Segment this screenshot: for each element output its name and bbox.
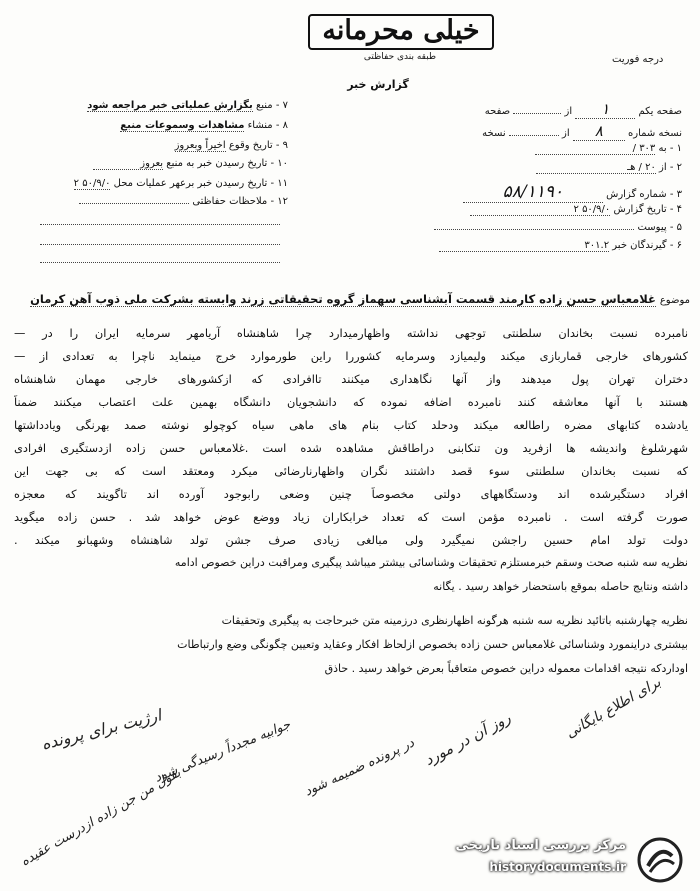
field-report-number: ۳ - شماره گزارش ۵۸/۱۱۹۰ (463, 182, 682, 203)
handwritten-note: جوابیه مجدداً رسیدگی شود (152, 717, 293, 786)
field-origin: ۸ - منشاء مشاهدات وسموعات منبع (120, 120, 288, 131)
opinion-line: بیشتری دراینمورد وشناسائی غلامعباس حسن زاده بخصوص ازلحاظ افکار وعقاید وتعیین چگونگی وضع وارتباطات (177, 638, 688, 651)
field-page: صفحه یکم ۱ از صفحه (484, 100, 682, 118)
field-recipients: ۶ - گیرندگان خبر ۳۰۱.۲ (439, 240, 682, 252)
subject-text: غلامعباس حسن زاده کارمند قسمت آبشناسی سهماز گروه تحقیقاتی زرند وابسته بشرکت ملی ذوب آهن کرمان (30, 292, 656, 306)
watermark-title: مرکز بررسی اسناد تاریخی (455, 838, 626, 853)
watermark-url: historydocuments.ir (489, 860, 626, 874)
handwritten-note: روز آن در مورد (421, 708, 514, 770)
blank-line (40, 244, 280, 245)
body-line: که نسبت بخاندان سلطنتی سوء قصد داشتند نگران واظهارنارضائی میکرد ومعتقد است که بی جهت این (14, 464, 688, 478)
opinion-line: نظریه سه شنبه صحت وسقم خبرمستلزم تحقیقات وشناسائی بیشتر میباشد پیگیری ومراقبت دراین خصوص ادامه (174, 556, 688, 569)
archive-logo-icon (636, 836, 684, 884)
report-title: گزارش خبر (347, 78, 409, 91)
body-line: شهرشلوغ واندیشه ها ازفرید ون تنکابنی دراطاقش مشاهده شده است .غلامعباس حسن زاده ازدستگیری افرادی (14, 441, 688, 455)
body-line: یادشده کتابهای مضره راطالعه میکند ودحلد کتاب بنام های ماهی سیاه کوچولو نوشته صمد بهرنگی ویادداشتها (14, 418, 688, 432)
blank-line (40, 224, 280, 225)
classification-stamp (308, 14, 494, 50)
opinion-line: داشته ونتایج حاصله بموقع باستحضار خواهد رسید . یگانه (433, 580, 688, 593)
field-copy: نسخه شماره ۸ از نسخه (482, 122, 682, 140)
body-line: صورت گرفته است . نامبرده مؤمن است که تعداد خرابکاران زیاد ووضع عوض خواهد شد . حسن زاده میگوید (14, 510, 688, 524)
field-from: ۲ - از ۲۰ / هـ (536, 162, 682, 174)
handwritten-note: در پرونده ضمیمه شود (302, 735, 417, 800)
body-line: دختران تهران پول میدهند واز آنها نگاهداری میکنند تاافرادی که ازکشورهای خارجی مهمان شاهنشاه (14, 372, 688, 386)
handwritten-note: برای اطلاع بایگانی (563, 674, 664, 742)
classification-subtitle: طبقه بندی حفاظتی (363, 52, 437, 62)
opinion-label: نظریه چهارشنبه (615, 614, 688, 627)
handwritten-note: ارژیت برای پرونده (39, 705, 164, 754)
body-line: افراد دستگیرشده اند ودستگاههای دولتی مخصوصاً چنین وضعی رابوجود آورده اند تاگویند که معجزه (14, 487, 688, 501)
field-source: ۷ - منبع بگزارش عملیاتی خبر مراجعه شود (87, 100, 288, 111)
field-report-date: ۴ - تاریخ گزارش ۵۰/۹/۰ ۲ (470, 204, 682, 216)
archive-watermark (440, 832, 690, 886)
body-line: دولت تولد امام حسین راجشن نمیگیرد ولی مبالغی زیادی صرف جشن تولد شاهنشاه وشهبانو میکند . (14, 533, 688, 547)
field-event-date: ۹ - تاریخ وقوع اخیراً وبعروز (174, 140, 288, 151)
opinion-label: نظریه سه شنبه (617, 556, 688, 569)
urgency-label: درجه فوریت (612, 54, 664, 65)
opinion-line: اوداردکه نتیجه اقدامات معموله دراین خصوص متعاقباً بعرض خواهد رسید . حاذق (324, 662, 688, 675)
subject-label: موضوع (659, 295, 690, 306)
opinion-line: نظریه چهارشنبه باتائید نظریه سه شنبه هرگونه اظهارنظری درزمینه متن خبرحاجت به پیگیری وتحقیقات (221, 614, 688, 627)
field-security-notes: ۱۲ - ملاحظات حفاظتی (79, 196, 288, 207)
body-line: هستند با آنها معاشقه کنند نامبرده اضافه نموده که دانشجویان دانشگاه بهمین علت اعتصاب میکنند ضمناً (14, 395, 688, 409)
subject-line (10, 292, 690, 306)
field-ops-date: ۱۱ - تاریخ رسیدن خبر برعهر عملیات محل ۵۰/۹/۰ ۲ (73, 178, 288, 189)
body-line: نامبرده نسبت بخاندان سلطنتی توجهی نداشته واظهارمیدارد چرا شاهنشاه آریامهر سرمایه ایران را در — (14, 326, 688, 340)
handwritten-note: بقول من جن زاده ازدرست عقیده (18, 765, 184, 870)
field-source-date: ۱۰ - تاریخ رسیدن خبر به منبع بعروز (93, 158, 288, 170)
blank-line (40, 262, 280, 263)
classification-text: خیلی محرمانه (322, 15, 480, 46)
field-attachment: ۵ - پیوست (434, 222, 682, 233)
field-to: ۱ - به ۳۰۳ / (535, 143, 682, 155)
body-line: کشورهای خارجی قماربازی میکند ولیمیازد وسرمایه کشوررا راین طورموارد خرج مینماید ناچرا به تعدادی از — (14, 349, 688, 363)
